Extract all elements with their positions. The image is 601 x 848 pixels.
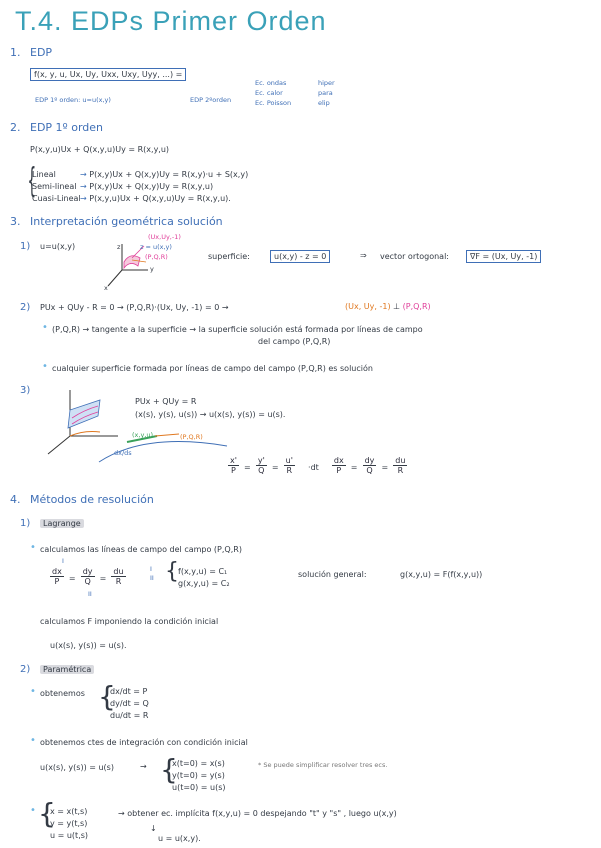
field-label: (P,Q,R) (180, 433, 203, 441)
ratio-dy-den: Q (366, 466, 373, 475)
axis-label-y: y (150, 265, 154, 273)
param-eq-x: dx/dt = P (110, 687, 148, 696)
first-order-types (32, 169, 248, 205)
param-sol-x: x = x(t,s) (50, 807, 88, 816)
param-init-x: x(t=0) = x(s) (172, 759, 225, 768)
point-3-number: 3) (20, 385, 31, 396)
section-3-number: 3. (10, 215, 21, 228)
system-brace: { (160, 753, 178, 786)
axis-label-z: z (117, 243, 121, 251)
ratio-y (256, 456, 267, 475)
edp-type-ondas: Ec. ondas (255, 79, 287, 87)
ratio-dx (50, 567, 64, 586)
lagrange-integral-1: f(x,y,u) = C₁ (178, 567, 228, 576)
types-brace: { (27, 161, 37, 201)
roman-item-2: II (150, 574, 154, 582)
param-eq-u: du/dt = R (110, 711, 149, 720)
perp-field: (P,Q,R) (402, 302, 431, 311)
ratio-u-den: R (286, 466, 293, 475)
bullet-icon: • (42, 361, 48, 372)
x-axis (48, 436, 70, 454)
quasilinear-eq: PUx + QUy = R (135, 397, 197, 406)
section-4-number: 4. (10, 493, 21, 506)
edp-class-list (318, 78, 335, 108)
edp-first-order-note: EDP 1º orden: u=u(x,y) (35, 96, 111, 104)
simplify-note: * Se puede simplificar resolver tres ecs. (258, 761, 388, 769)
type-label-semilinear: Semi-lineal (32, 182, 77, 191)
lagrange-ratios: $\frac{dx}{P}$ = $\frac{dy}{Q}$ = $\frac{du}{R}$ (52, 567, 124, 586)
ratio-du-den: R (115, 577, 122, 586)
param-initial-condition: u(x(s), y(s)) = u(s) (40, 763, 114, 772)
gradient-label: (Ux,Uy,-1) (148, 233, 181, 241)
ratio-dx-den: P (54, 577, 60, 586)
initial-condition: u(x(s), y(s)) = u(s). (50, 641, 127, 650)
general-solution-label: solución general: (298, 570, 367, 579)
type-label-linear: Lineal (32, 170, 56, 179)
any-surface-statement: cualquier superficie formada por líneas de campo del campo (P,Q,R) es solución (52, 364, 373, 373)
arrow-icon: → (80, 194, 90, 203)
superficie-label: superficie: (208, 252, 250, 261)
arrow-icon: → (80, 170, 90, 179)
point-label: (x,y,u) (132, 431, 154, 439)
method-2-number: 2) (20, 664, 31, 675)
ratio-u (284, 456, 295, 475)
ratio-x-den: P (231, 466, 236, 475)
bullet-icon: • (30, 805, 36, 816)
implicit-eq-text: → obtener ec. implícita f(x,y,u) = 0 despejando "t" y "s" , luego u(x,y) (118, 809, 397, 818)
edp-general-first-order: P(x,y,u)Ux + Q(x,y,u)Uy = R(x,y,u) (30, 145, 170, 154)
system-brace: { (38, 797, 56, 830)
roman-list (150, 565, 154, 583)
ratio-dx-num: dx (333, 456, 344, 465)
type-eq-semilinear: P(x,y)Ux + Q(x,y)Uy = R(x,y,u) (89, 182, 214, 191)
tangent-label: dx/ds (114, 449, 132, 457)
characteristic-curve-sketch (95, 428, 235, 464)
ratio-dy-num: dy (82, 567, 93, 576)
section-2-heading: EDP 1º orden (30, 121, 104, 134)
impose-condition-text: calculamos F imponiendo la condición inicial (40, 617, 219, 626)
perp-symbol: ⊥ (393, 302, 401, 311)
axis-label-x: x (104, 284, 108, 292)
ratio-u-num: u' (285, 456, 293, 465)
param-sol-u: u = u(t,s) (50, 831, 89, 840)
bullet-icon: • (30, 686, 36, 697)
system-brace: { (165, 559, 179, 584)
edp-class-elip: elip (318, 99, 330, 107)
ratio-x (228, 456, 239, 475)
lagrange-system (178, 566, 230, 590)
explicit-solution: u = u(x,y). (158, 834, 201, 843)
param-step-1: obtenemos (40, 689, 85, 698)
section-1-heading: EDP (30, 46, 53, 59)
param-solution-system (50, 806, 88, 842)
lagrange-step-1: calculamos las líneas de campo del campo (P,Q,R) (40, 545, 242, 554)
arrow-icon: ⇒ (360, 251, 367, 260)
roman-label-1: I (62, 557, 64, 565)
roman-item-1: I (150, 565, 152, 573)
method-1-name: Lagrange (40, 519, 84, 528)
method-2-name: Paramétrica (40, 665, 94, 674)
general-solution-eq: g(x,y,u) = F(f(x,y,u)) (400, 570, 483, 579)
page-title: T.4. EDPs Primer Orden (15, 6, 327, 36)
ratio-dx-den: P (336, 466, 342, 475)
method-1-number: 1) (20, 518, 31, 529)
edp-formula-text: f(x, y, u, Ux, Uy, Uxx, Uxy, Uyy, ...) = (30, 68, 186, 81)
superficie-eq: u(x,y) - z = 0 (270, 250, 330, 263)
dt-arrow: ·dt (308, 463, 319, 472)
type-row-semilinear (32, 181, 248, 193)
ratio-du-num: du (395, 456, 406, 465)
ratio-du (393, 456, 407, 475)
lagrange-integral-2: g(x,y,u) = C₂ (178, 579, 230, 588)
section-3-heading: Interpretación geométrica solución (30, 215, 223, 228)
ratio-dy-num: dy (364, 456, 375, 465)
ratio-dx-num: dx (52, 567, 62, 576)
type-row-quasilinear (32, 193, 248, 205)
tangent-statement: (P,Q,R) → tangente a la superficie → la superficie solución está formada por líneas de campo (52, 325, 423, 334)
ratio-dx (332, 456, 346, 475)
tangent-statement-cont: del campo (P,Q,R) (258, 337, 331, 346)
ratio-dy (363, 456, 377, 475)
vector-ortogonal-eq: ∇F = (Ux, Uy, -1) (466, 250, 541, 263)
edp-class-para: para (318, 89, 333, 97)
surface-eq-label: z = u(x,y) (140, 243, 172, 251)
bullet-icon: • (42, 322, 48, 333)
point-1-number: 1) (20, 241, 31, 252)
point-1-text: u=u(x,y) (40, 242, 76, 251)
param-system (110, 686, 149, 722)
ratio-y-num: y' (257, 456, 265, 465)
param-init-y: y(t=0) = y(s) (172, 771, 225, 780)
point-2-number: 2) (20, 302, 31, 313)
ratio-du-num: du (113, 567, 124, 576)
param-init-u: u(t=0) = u(s) (172, 783, 226, 792)
edp-second-order-note: EDP 2ºorden (190, 96, 232, 104)
ratio-du-den: R (397, 466, 404, 475)
param-eq-y: dy/dt = Q (110, 699, 149, 708)
edp-type-poisson: Ec. Poisson (255, 99, 292, 107)
edp-formula (30, 70, 186, 79)
type-row-linear (32, 169, 248, 181)
type-eq-quasilinear: P(x,y,u)Ux + Q(x,y,u)Uy = R(x,y,u). (89, 194, 231, 203)
perpendicular-statement (345, 302, 431, 311)
arrow-icon: → (80, 182, 90, 191)
arrow-icon: → (140, 762, 147, 771)
param-initial-system (172, 758, 226, 794)
section-4-heading: Métodos de resolución (30, 493, 154, 506)
ratio-dy-den: Q (84, 577, 91, 586)
point-2-equation: PUx + QUy - R = 0 → (P,Q,R)·(Ux, Uy, -1) = 0 → (40, 303, 229, 312)
section-2-number: 2. (10, 121, 21, 134)
x-axis (108, 270, 122, 286)
ratio-du (111, 567, 125, 586)
roman-label-2: II (88, 590, 92, 598)
edp-type-calor: Ec. calor (255, 89, 283, 97)
ratio-dy (81, 567, 95, 586)
type-eq-linear: P(x,y)Ux + Q(x,y)Uy = R(x,y)·u + S(x,y) (89, 170, 249, 179)
param-step-2: obtenemos ctes de integración con condición inicial (40, 738, 248, 747)
vector-ortogonal-label: vector ortogonal: (380, 252, 449, 261)
section-1-number: 1. (10, 46, 21, 59)
down-arrow-icon: ↓ (150, 824, 157, 833)
type-label-quasilinear: Cuasi-Lineal (32, 194, 81, 203)
ratio-y-den: Q (258, 466, 265, 475)
characteristic-ratios: $\frac{x'}{P}$ = $\frac{y'}{Q}$ = $\frac{u'}{R}$ ·dt $\frac{dx}{P}$ = $\frac{dy}{Q}$ = $\frac{du}{R}$ (230, 456, 406, 475)
field-vector (155, 434, 179, 436)
param-sol-y: y = y(t,s) (50, 819, 88, 828)
field-label: (P,Q,R) (145, 253, 168, 261)
initial-condition-eq: (x(s), y(s), u(s)) → u(x(s), y(s)) = u(s). (135, 410, 286, 419)
perp-gradient: (Ux, Uy, -1) (345, 302, 391, 311)
bullet-icon: • (30, 542, 36, 553)
edp-class-hiper: hiper (318, 79, 335, 87)
edp-types-list (255, 78, 291, 108)
system-brace: { (98, 680, 116, 713)
ratio-x-num: x' (230, 456, 237, 465)
bullet-icon: • (30, 735, 36, 746)
